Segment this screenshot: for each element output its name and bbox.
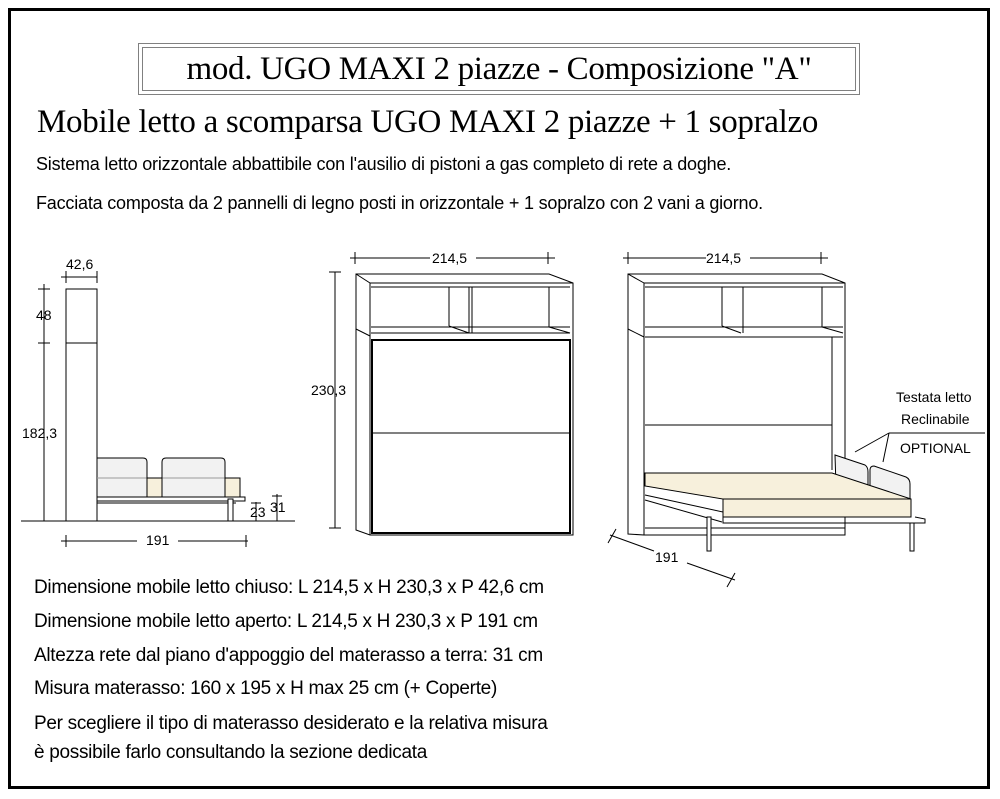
- spec-closed-dimensions: Dimensione mobile letto chiuso: L 214,5 x H 230,3 x P 42,6 cm: [34, 577, 544, 598]
- dim-closed-height: 230,3: [311, 382, 347, 398]
- dim-open-depth: 191: [655, 549, 679, 565]
- spec-open-dimensions: Dimensione mobile letto aperto: L 214,5 x H 230,3 x P 191 cm: [34, 611, 538, 632]
- product-headline: Mobile letto a scomparsa UGO MAXI 2 piazze + 1 sopralzo: [37, 104, 819, 140]
- page-title: mod. UGO MAXI 2 piazze - Composizione "A": [142, 47, 856, 91]
- dim-leg-height: 23: [250, 504, 266, 520]
- description-line-2: Facciata composta da 2 pannelli di legno posti in orizzontale + 1 sopralzo con 2 vani a giorno.: [36, 193, 763, 213]
- spec-mattress-size: Misura materasso: 160 x 195 x H max 25 cm (+ Coperte): [34, 678, 497, 699]
- optional-label: OPTIONAL: [900, 440, 971, 456]
- dim-closed-width: 214,5: [432, 250, 468, 266]
- headboard-label-1: Testata letto: [896, 389, 972, 405]
- headboard-label-2: Reclinabile: [901, 411, 970, 427]
- dim-depth-open: 191: [146, 532, 170, 548]
- spec-frame-height: Altezza rete dal piano d'appoggio del materasso a terra: 31 cm: [34, 645, 543, 666]
- dim-frame-height: 31: [270, 499, 286, 515]
- dim-open-width: 214,5: [706, 250, 742, 266]
- note-line-1: Per scegliere il tipo di materasso desiderato e la relativa misura: [34, 713, 548, 734]
- note-line-2: è possibile farlo consultando la sezione dedicata: [34, 742, 428, 763]
- dim-depth-closed: 42,6: [66, 256, 94, 272]
- dim-lower-height: 182,3: [22, 425, 58, 441]
- description-line-1: Sistema letto orizzontale abbattibile con l'ausilio di pistoni a gas completo di rete a doghe.: [36, 154, 732, 174]
- dim-top-height: 48: [36, 307, 52, 323]
- front-closed-drawing: [329, 252, 573, 535]
